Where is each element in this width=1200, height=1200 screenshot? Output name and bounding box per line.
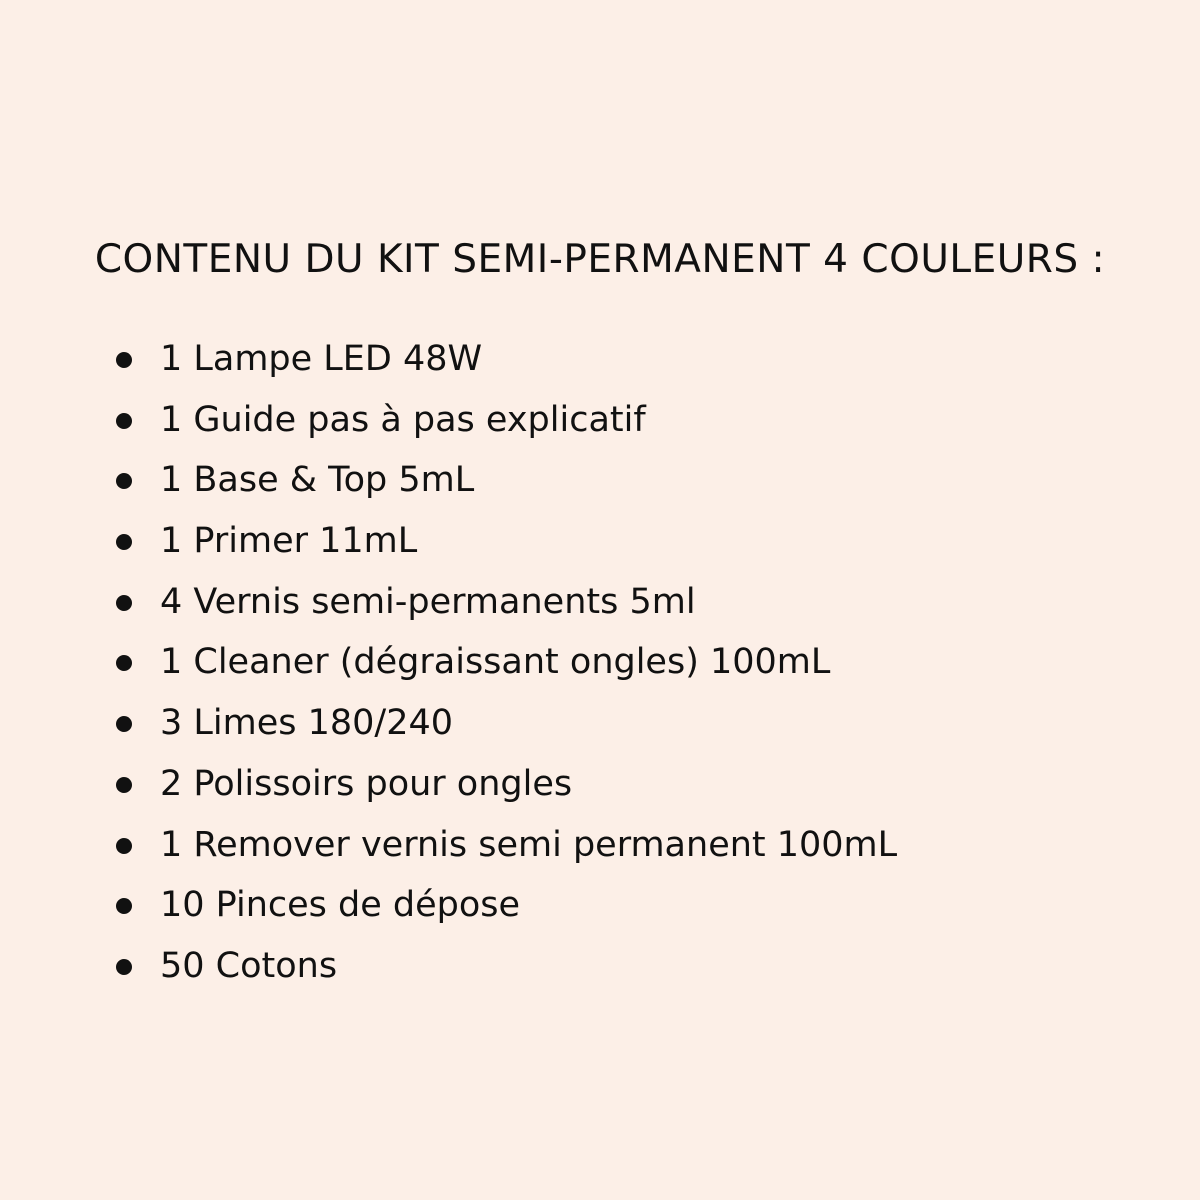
- list-item: [113, 815, 897, 876]
- list-item: [113, 511, 897, 572]
- bullet-icon: [116, 413, 132, 429]
- bullet-icon: [116, 655, 132, 671]
- list-item-label: 10 Pinces de dépose: [160, 885, 521, 926]
- bullet-icon: [116, 352, 132, 368]
- list-item-label: 1 Lampe LED 48W: [160, 339, 483, 379]
- list-item-label: 1 Remover vernis semi permanent 100mL: [160, 824, 898, 865]
- list-item: [113, 875, 897, 936]
- bullet-icon: [116, 534, 132, 550]
- bullet-icon: [116, 595, 132, 611]
- list-item: [113, 450, 897, 511]
- list-item-label: 4 Vernis semi-permanents 5ml: [160, 581, 696, 622]
- page-title: CONTENU DU KIT SEMI-PERMANENT 4 COULEURS :: [94, 237, 1106, 283]
- list-item: [113, 572, 897, 633]
- list-item-label: 1 Cleaner (dégraissant ongles) 100mL: [160, 642, 831, 683]
- list-item: [113, 754, 897, 815]
- list-item: [113, 936, 897, 997]
- bullet-icon: [116, 959, 132, 975]
- list-item-label: 1 Primer 11mL: [160, 521, 418, 562]
- list-item-label: 50 Cotons: [160, 945, 338, 986]
- list-item: [113, 390, 897, 451]
- bullet-icon: [116, 777, 132, 793]
- list-item-label: 3 Limes 180/240: [160, 703, 454, 744]
- list-item-label: 1 Guide pas à pas explicatif: [160, 399, 646, 440]
- kit-contents-list: [113, 329, 897, 997]
- list-item: [113, 693, 897, 754]
- list-item: [113, 329, 897, 390]
- bullet-icon: [116, 716, 132, 732]
- bullet-icon: [116, 838, 132, 854]
- bullet-icon: [116, 473, 132, 489]
- list-item: [113, 632, 897, 693]
- list-item-label: 2 Polissoirs pour ongles: [160, 763, 573, 804]
- bullet-icon: [116, 898, 132, 914]
- list-item-label: 1 Base & Top 5mL: [160, 460, 475, 501]
